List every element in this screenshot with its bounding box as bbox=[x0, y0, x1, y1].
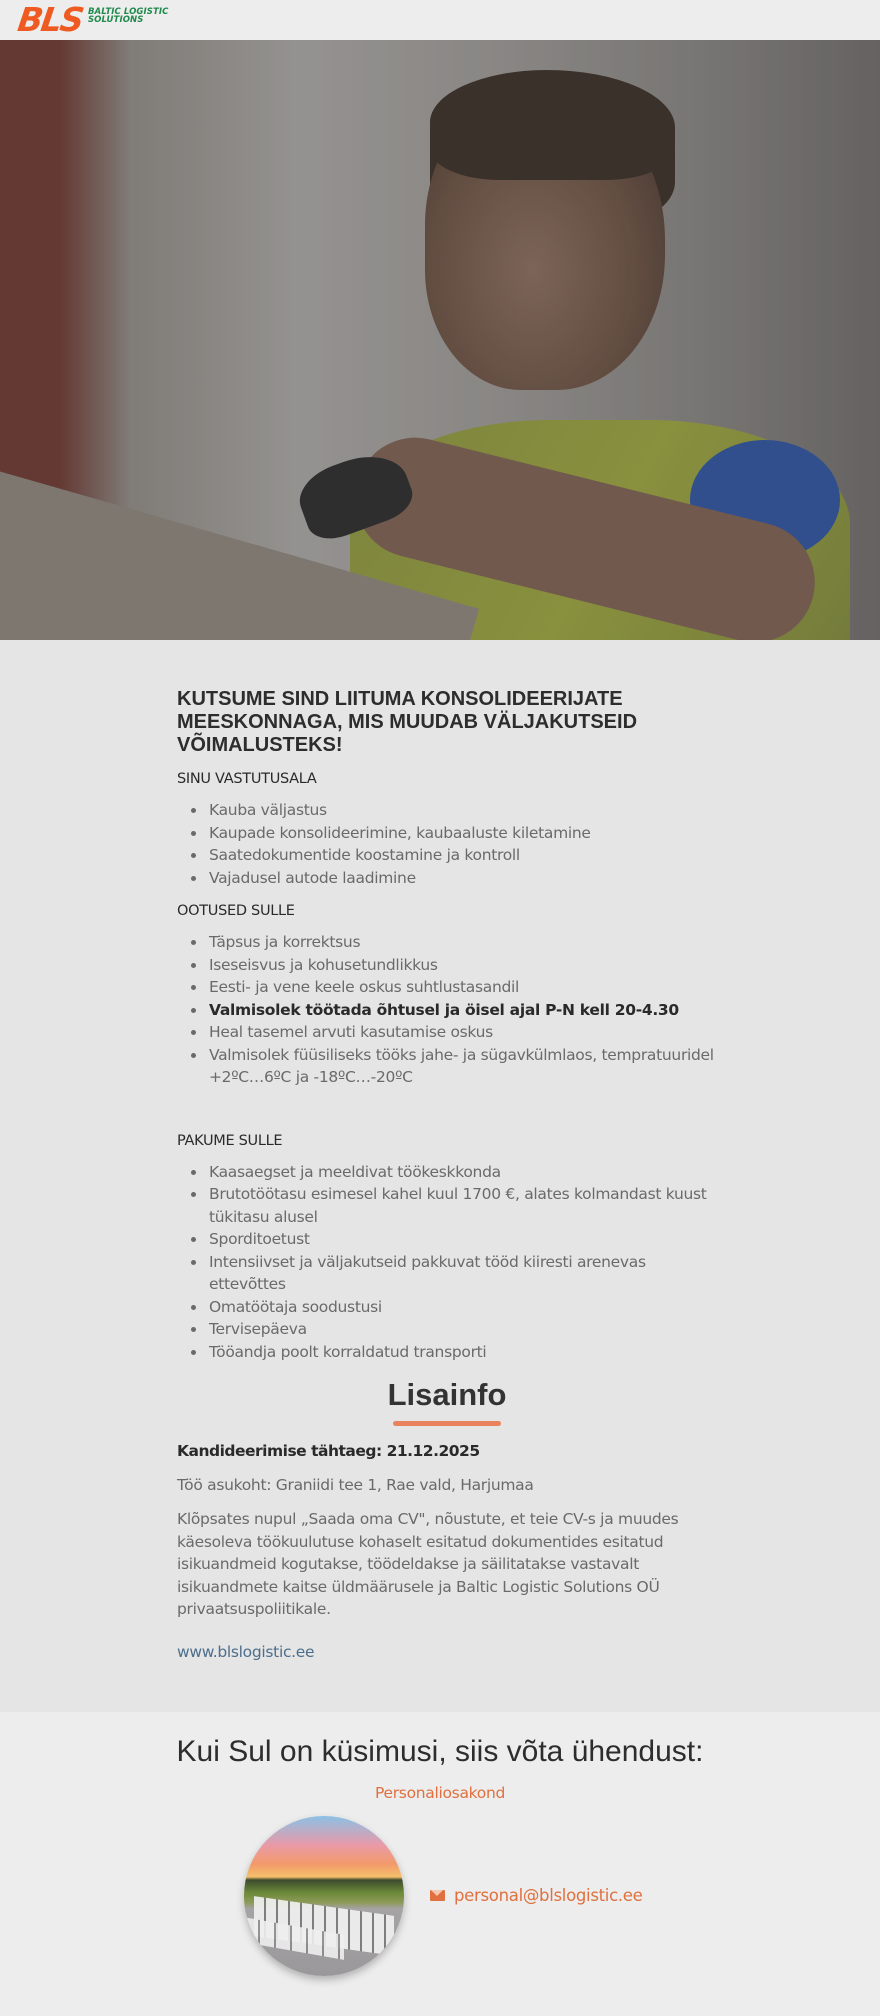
list-item-highlighted: Valmisolek töötada õhtusel ja öisel ajal P-N kell 20-4.30 bbox=[177, 999, 717, 1022]
contact-section bbox=[0, 1712, 880, 2011]
section-heading-responsibilities: SINU VASTUTUSALA bbox=[177, 771, 317, 787]
email-address: personal@blslogistic.ee bbox=[454, 1886, 643, 1905]
list-item: Tööandja poolt korraldatud transporti bbox=[177, 1341, 717, 1364]
section-heading-expectations: OOTUSED SULLE bbox=[177, 903, 295, 919]
job-description bbox=[0, 640, 880, 1712]
list-item: Tervisepäeva bbox=[177, 1318, 717, 1341]
responsibilities-list bbox=[177, 799, 717, 889]
list-item: Brutotöötasu esimesel kahel kuul 1700 €, alates kolmandast kuust tükitasu alusel bbox=[177, 1183, 717, 1228]
section-heading-benefits: PAKUME SULLE bbox=[177, 1132, 283, 1149]
logo-mark: BLS bbox=[15, 0, 85, 39]
title-underline-divider bbox=[393, 1421, 501, 1426]
list-item: Valmisolek füüsiliseks tööks jahe- ja sügavkülmlaos, tempratuuridel +2ºC…6ºC ja -18ºC…-20ºC bbox=[177, 1044, 717, 1089]
work-location: Töö asukoht: Graniidi tee 1, Rae vald, Harjumaa bbox=[177, 1476, 534, 1494]
expectations-list bbox=[177, 931, 717, 1089]
list-item: Kaasaegset ja meeldivat töökeskkonda bbox=[177, 1161, 717, 1184]
logo-text bbox=[88, 3, 169, 24]
contact-photo bbox=[244, 1816, 404, 1976]
hero-image bbox=[0, 40, 880, 640]
list-item: Saatedokumentide koostamine ja kontroll bbox=[177, 844, 717, 867]
department-name: Personaliosakond bbox=[374, 1783, 506, 1802]
job-title: KUTSUME SIND LIITUMA KONSOLIDEERIJATE MEESKONNAGA, MIS MUUDAB VÄLJAKUTSEID VÕIMALUSTEKS! bbox=[177, 688, 638, 756]
bls-logo[interactable] bbox=[15, 0, 169, 39]
email-link[interactable] bbox=[430, 1886, 643, 1905]
additional-info-title: Lisainfo bbox=[387, 1377, 507, 1412]
top-bar bbox=[0, 0, 880, 40]
list-item: Heal tasemel arvuti kasutamise oskus bbox=[177, 1021, 717, 1044]
hero-overlay bbox=[0, 40, 880, 640]
logo-text-line1: BALTIC LOGISTIC bbox=[87, 7, 169, 17]
list-item: Täpsus ja korrektsus bbox=[177, 931, 717, 954]
website-link[interactable]: www.blslogistic.ee bbox=[177, 1642, 315, 1661]
list-item: Sporditoetust bbox=[177, 1228, 717, 1251]
list-item: Kaupade konsolideerimine, kaubaaluste kiletamine bbox=[177, 822, 717, 845]
privacy-consent-text: Klõpsates nupul „Saada oma CV", nõustute, et teie CV-s ja muudes käesoleva töökuulutuse kohaselt esitatud dokumentides esitatud isikuandmeid kogutakse, töödeldakse ja säilitatakse vastavalt isikuandmete kaitse üldmäärusele ja Baltic Logistic Solutions OÜ privaatsuspoliitikale. bbox=[177, 1510, 679, 1618]
list-item: Intensiivset ja väljakutseid pakkuvat tööd kiiresti arenevas ettevõttes bbox=[177, 1251, 717, 1296]
contact-title: Kui Sul on küsimusi, siis võta ühendust: bbox=[176, 1734, 704, 1768]
list-item: Eesti- ja vene keele oskus suhtlustasandil bbox=[177, 976, 717, 999]
envelope-icon bbox=[430, 1890, 445, 1901]
contact-row bbox=[0, 1816, 880, 1976]
list-item: Kauba väljastus bbox=[177, 799, 717, 822]
list-item: Iseseisvus ja kohusetundlikkus bbox=[177, 954, 717, 977]
content-column bbox=[177, 688, 717, 1662]
application-deadline: Kandideerimise tähtaeg: 21.12.2025 bbox=[177, 1442, 480, 1460]
spacer bbox=[177, 1103, 717, 1133]
list-item: Vajadusel autode laadimine bbox=[177, 867, 717, 890]
list-item: Omatöötaja soodustusi bbox=[177, 1296, 717, 1319]
benefits-list bbox=[177, 1161, 717, 1364]
logo-text-line2: SOLUTIONS bbox=[87, 15, 144, 25]
